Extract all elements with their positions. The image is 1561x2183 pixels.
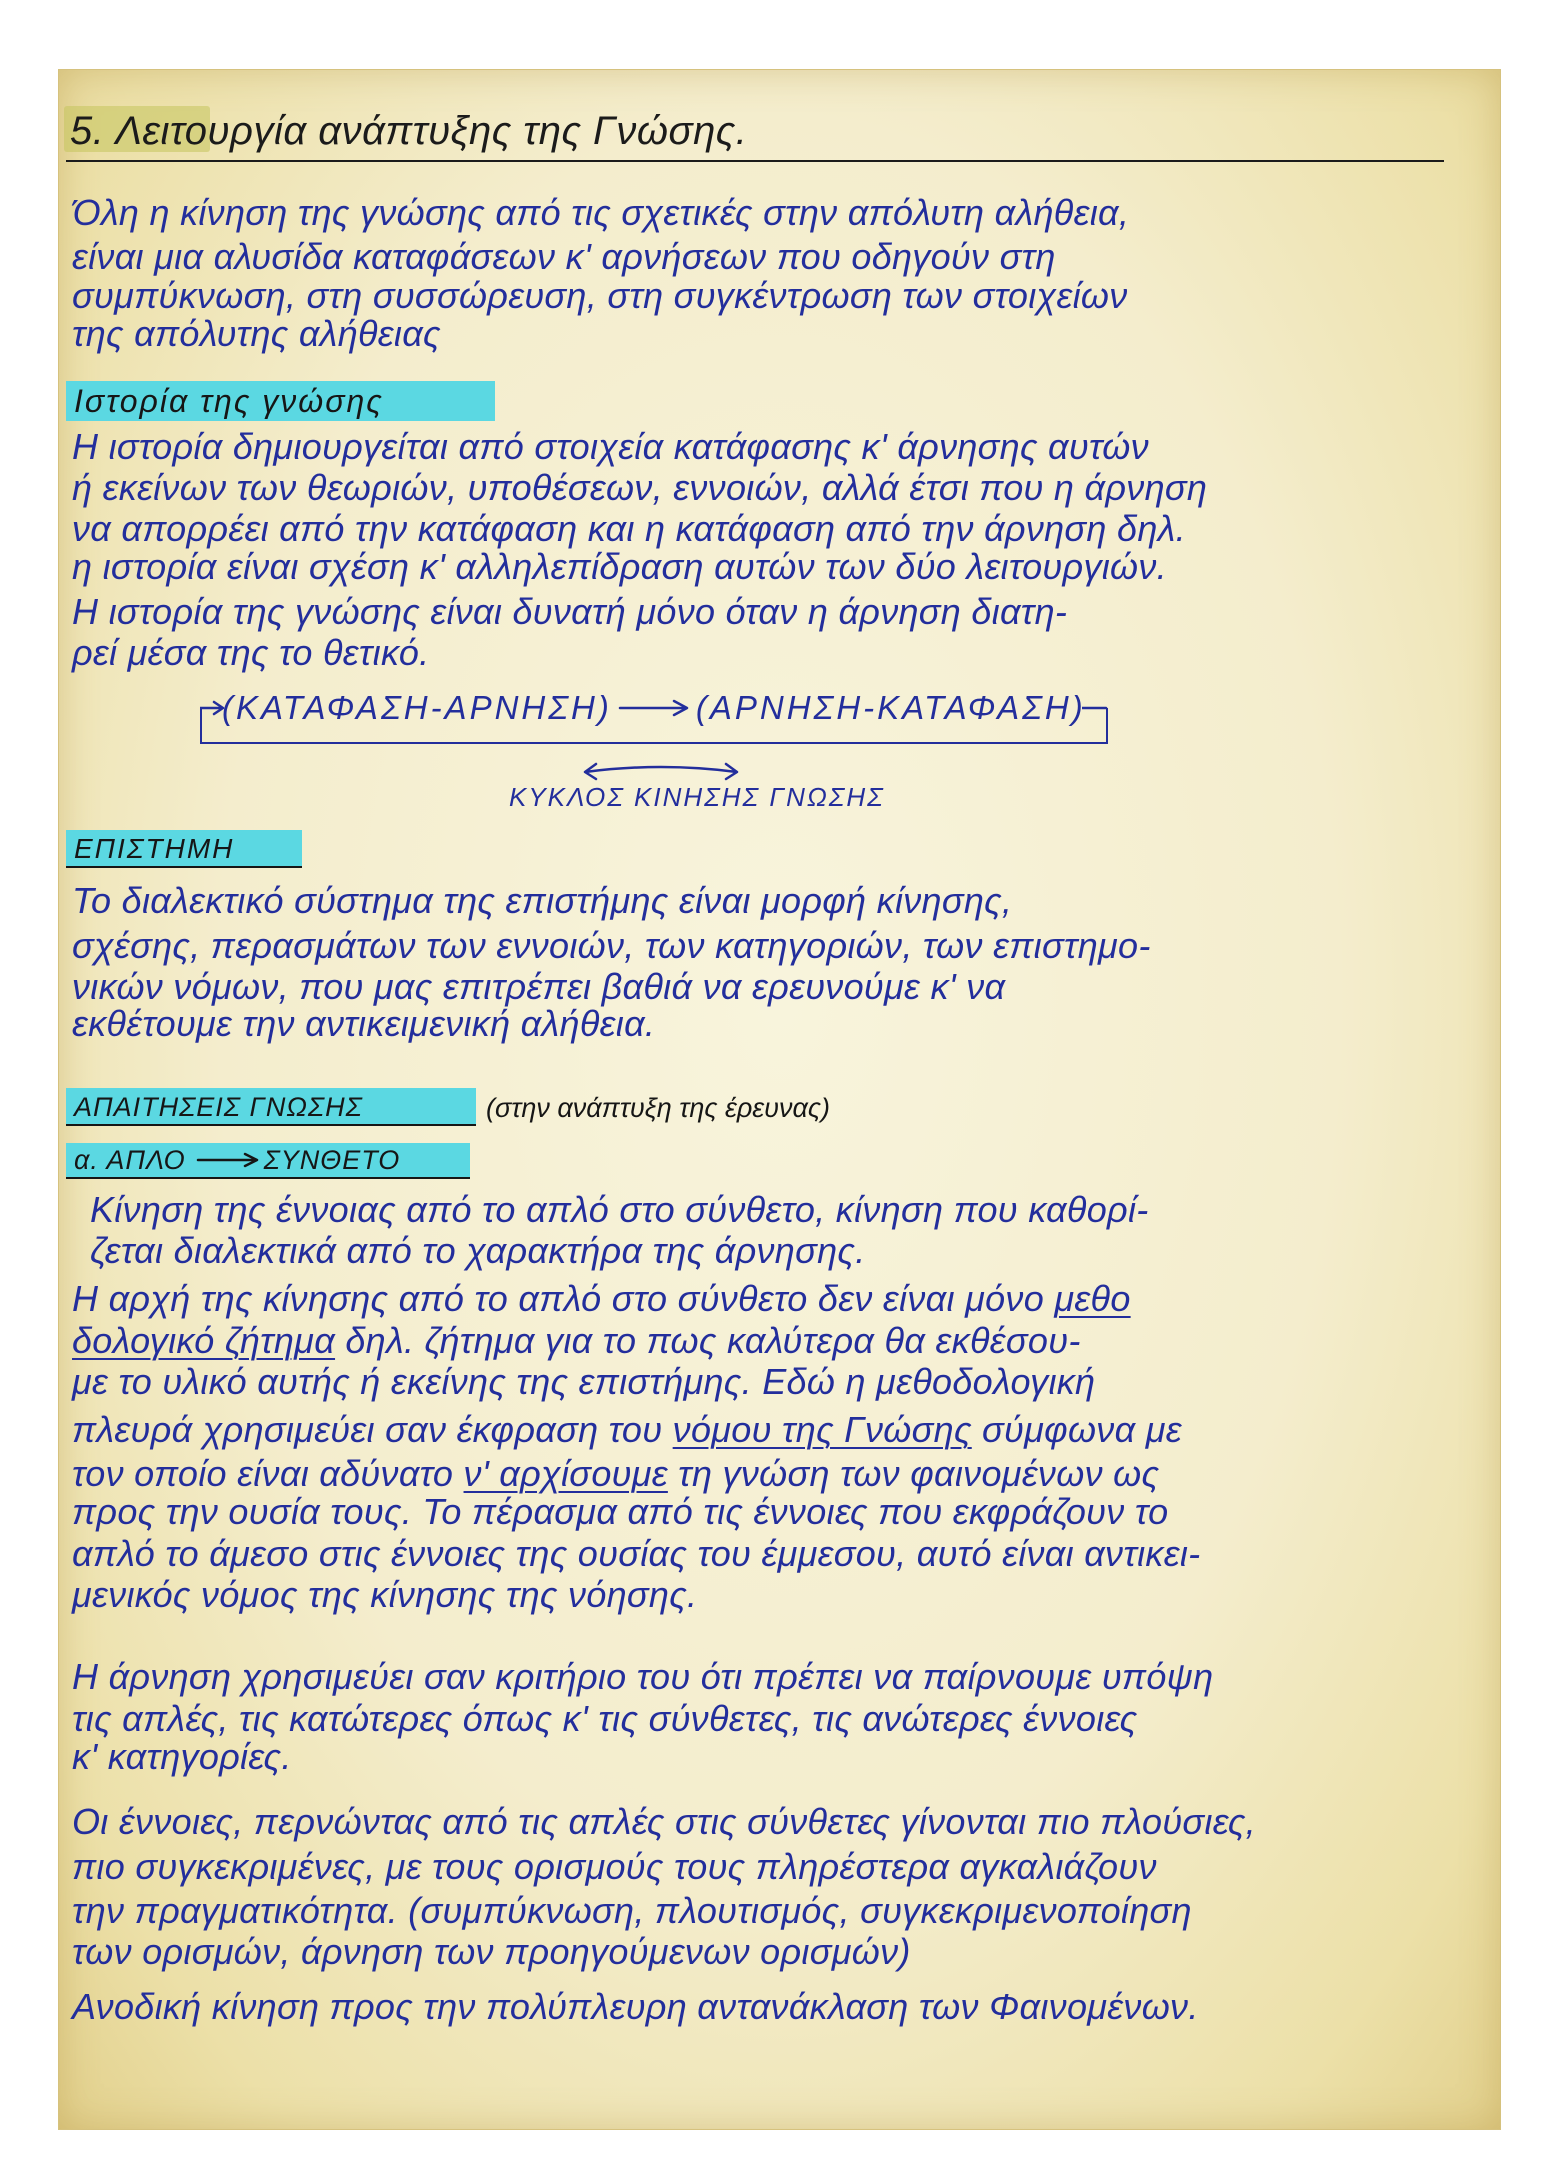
requirements-note: (στην ανάπτυξη της έρευνας) xyxy=(486,1093,831,1123)
principle-line: προς την ουσία τους. Το πέρασμα από τις έννοιες που εκφράζουν το xyxy=(72,1491,1169,1532)
principle-line xyxy=(72,1321,1081,1361)
history-line: Η ιστορία της γνώσης είναι δυνατή μόνο όταν η άρνηση διατη- xyxy=(72,591,1068,632)
principle-text: τη γνώση των φαινομένων ως xyxy=(667,1453,1160,1494)
complex-label: ΣΥΝΘΕΤΟ xyxy=(263,1145,401,1175)
intro-line: της απόλυτης αλήθειας xyxy=(72,313,441,354)
science-line: σχέσης, περασμάτων των εννοιών, των κατηγοριών, των επιστημο- xyxy=(72,925,1151,966)
principle-underlined: δολογικό ζήτημα xyxy=(72,1320,336,1361)
negation-line: κ' κατηγορίες. xyxy=(72,1736,292,1777)
loop-entry-arrow-icon xyxy=(200,700,226,716)
science-line: Το διαλεκτικό σύστημα της επιστήμης είναι μορφή κίνησης, xyxy=(72,880,1013,921)
loop-exit-line xyxy=(1082,700,1108,716)
diagram-caption: ΚΥΚΛΟΣ ΚΙΝΗΣΗΣ ΓΝΩΣΗΣ xyxy=(509,782,885,812)
history-line: ή εκείνων των θεωριών, υποθέσεων, εννοιών, αλλά έτσι που η άρνηση xyxy=(72,467,1208,508)
simple-label: α. ΑΠΛΟ xyxy=(74,1145,186,1175)
principle-text: τον οποίο είναι αδύνατο xyxy=(72,1453,464,1494)
cycle-loop-line xyxy=(200,708,1108,744)
intro-line: Όλη η κίνηση της γνώσης από τις σχετικές στην απόλυτη αλήθεια, xyxy=(72,192,1130,233)
negation-affirmation-label: (ΑΡΝΗΣΗ-ΚΑΤΑΦΑΣΗ) xyxy=(695,689,1086,726)
science-heading: ΕΠΙΣΤΗΜΗ xyxy=(66,830,302,868)
concepts-line: Οι έννοιες, περνώντας από τις απλές στις σύνθετες γίνονται πιο πλούσιες, xyxy=(72,1801,1256,1842)
history-line: να απορρέει από την κατάφαση και η κατάφαση από την άρνηση δηλ. xyxy=(72,508,1186,549)
history-line: Η ιστορία δημιουργείται από στοιχεία κατάφασης κ' άρνησης αυτών xyxy=(72,426,1149,467)
principle-text: πλευρά χρησιμεύει σαν έκφραση του xyxy=(72,1409,673,1450)
science-line: νικών νόμων, που μας επιτρέπει βαθιά να ερευνούμε κ' να xyxy=(72,966,1006,1007)
simple-to-complex-heading xyxy=(66,1143,470,1179)
concepts-line: την πραγματικότητα. (συμπύκνωση, πλουτισμός, συγκεκριμενοποίηση xyxy=(72,1890,1192,1931)
principle-line: με το υλικό αυτής ή εκείνης της επιστήμης. Εδώ η μεθοδολογική xyxy=(72,1361,1096,1402)
history-line: ρεί μέσα της το θετικό. xyxy=(72,632,430,673)
intro-line: είναι μια αλυσίδα καταφάσεων κ' αρνήσεων που οδηγούν στη xyxy=(72,236,1056,277)
definition-line: Κίνηση της έννοιας από το απλό στο σύνθετο, κίνηση που καθορί- xyxy=(90,1189,1149,1230)
definition-line: ζεται διαλεκτικά από το χαρακτήρα της άρνησης. xyxy=(90,1230,866,1271)
principle-line xyxy=(72,1279,1131,1319)
page-title: 5. Λειτουργία ανάπτυξης της Γνώσης. xyxy=(70,109,748,153)
principle-line xyxy=(72,1410,1182,1450)
principle-text: Η αρχή της κίνησης από το απλό στο σύνθετο δεν είναι μόνο xyxy=(72,1278,1055,1319)
title-underline xyxy=(66,160,1444,162)
intro-line: συμπύκνωση, στη συσσώρευση, στη συγκέντρωση των στοιχείων xyxy=(72,275,1128,316)
principle-text: δηλ. ζήτημα για το πως καλύτερα θα εκθέσου- xyxy=(335,1320,1081,1361)
principle-line xyxy=(72,1454,1159,1494)
principle-underlined: νόμου της Γνώσης xyxy=(672,1409,972,1450)
science-line: εκθέτουμε την αντικειμενική αλήθεια. xyxy=(72,1003,656,1044)
principle-underlined: μεθο xyxy=(1054,1278,1131,1319)
concepts-line: των ορισμών, άρνηση των προηγούμενων ορισμών) xyxy=(72,1931,911,1972)
negation-line: τις απλές, τις κατώτερες όπως κ' τις σύνθετες, τις ανώτερες έννοιες xyxy=(72,1698,1138,1739)
requirements-heading: ΑΠΑΙΤΗΣΕΙΣ ΓΝΩΣΗΣ xyxy=(66,1088,476,1126)
affirmation-negation-label: (ΚΑΤΑΦΑΣΗ-ΑΡΝΗΣΗ) xyxy=(222,689,612,726)
arrow-right-icon xyxy=(196,1150,260,1170)
conclusion-line: Ανοδική κίνηση προς την πολύπλευρη αντανάκλαση των Φαινομένων. xyxy=(72,1986,1199,2027)
knowledge-cycle-diagram xyxy=(196,688,1112,728)
principle-text: σύμφωνα με xyxy=(971,1409,1182,1450)
history-heading: Ιστορία της γνώσης xyxy=(66,381,495,421)
principle-line: απλό το άμεσο στις έννοιες της ουσίας του έμμεσου, αυτό είναι αντικει- xyxy=(72,1533,1201,1574)
negation-line: Η άρνηση χρησιμεύει σαν κριτήριο του ότι πρέπει να παίρνουμε υπόψη xyxy=(72,1656,1214,1697)
principle-line: μενικός νόμος της κίνησης της νόησης. xyxy=(72,1574,698,1615)
concepts-line: πιο συγκεκριμένες, με τους ορισμούς τους πληρέστερα αγκαλιάζουν xyxy=(72,1846,1157,1887)
principle-underlined: ν' αρχίσουμε xyxy=(463,1453,668,1494)
history-line: η ιστορία είναι σχέση κ' αλληλεπίδραση αυτών των δύο λειτουργιών. xyxy=(72,546,1167,587)
